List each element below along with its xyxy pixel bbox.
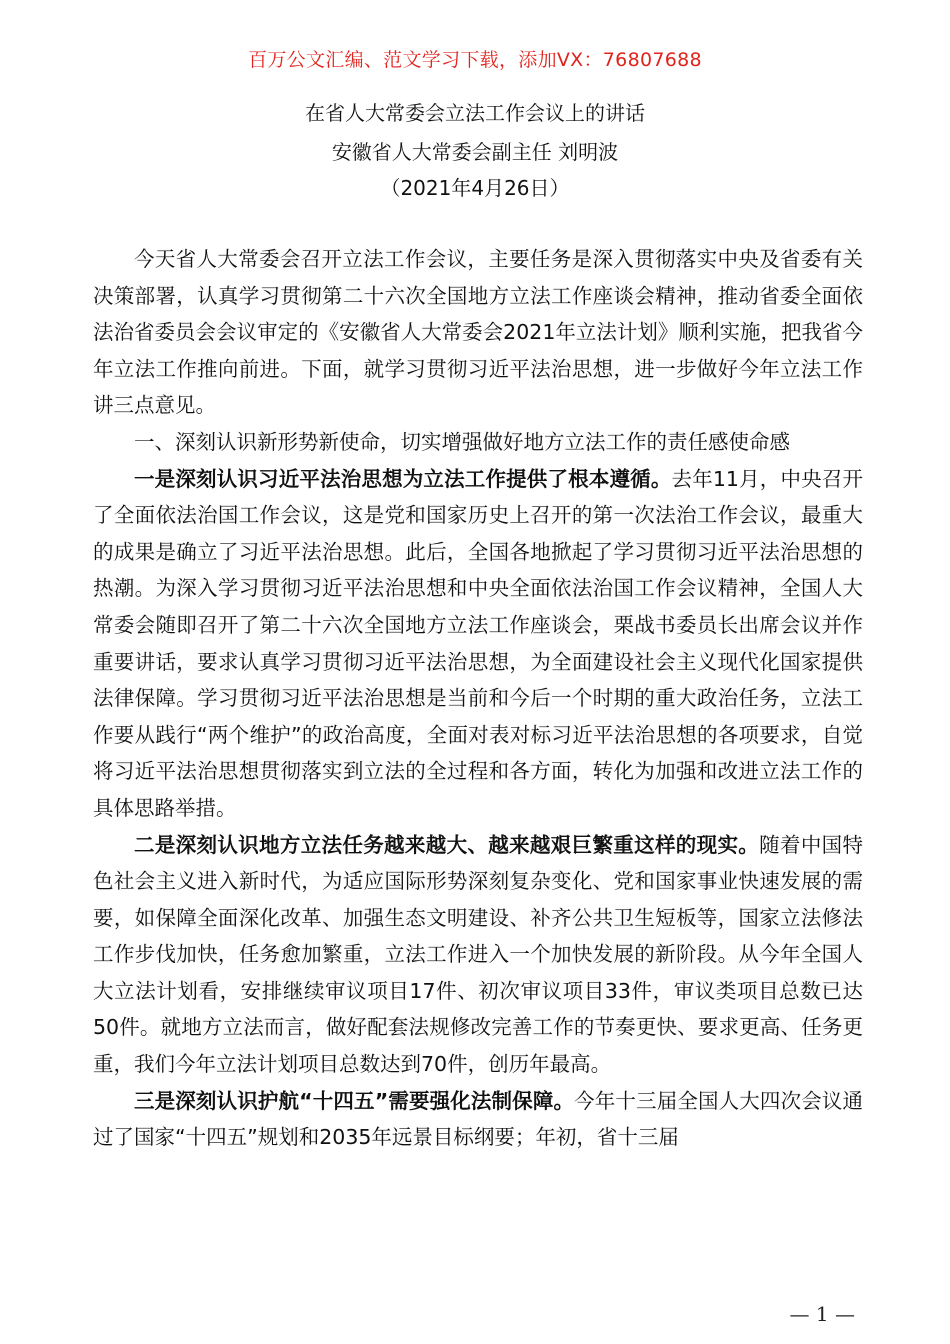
watermark-banner: 百万公文汇编、范文学习下载，添加VX：76807688 bbox=[248, 49, 702, 71]
paragraph-point-1 bbox=[93, 461, 863, 827]
document-author: 安徽省人大常委会副主任 刘明波 bbox=[331, 140, 619, 164]
document-date: （2021年4月26日） bbox=[380, 176, 570, 200]
paragraph-intro: 今天省人大常委会召开立法工作会议，主要任务是深入贯彻落实中央及省委有关决策部署，认真学习贯彻第二十六次全国地方立法工作座谈会精神，推动省委全面依法治省委员会会议审定的《安徽省人大常委会2021年立法计划》顺利实施，把我省今年立法工作推向前进。下面，就学习贯彻习近平法治思想，进一步做好今年立法工作讲三点意见。 bbox=[93, 247, 863, 418]
paragraph-point-3 bbox=[93, 1083, 863, 1156]
document-title: 在省人大常委会立法工作会议上的讲话 bbox=[305, 101, 645, 125]
point-3-text: 今年十三届全国人大四次会议通过了国家“十四五”规划和2035年远景目标纲要；年初，省十三届 bbox=[93, 1088, 863, 1150]
point-2-text: 随着中国特色社会主义进入新时代，为适应国际形势深刻复杂变化、党和国家事业快速发展的需要，如保障全面深化改革、加强生态文明建设、补齐公共卫生短板等，国家立法修法工作步伐加快，任务愈加繁重，立法工作进入一个加快发展的新阶段。从今年全国人大立法计划看，安排继续审议项目17件、初次审议项目33件，审议类项目总数已达50件。就地方立法而言，做好配套法规修改完善工作的节奏更快、要求更高、任务更重，我们今年立法计划项目总数达到70件，创历年最高。 bbox=[93, 832, 864, 1077]
page-number: — 1 — bbox=[789, 1302, 855, 1326]
document-body bbox=[93, 241, 863, 1156]
paragraph-point-2 bbox=[93, 827, 863, 1083]
point-1-lead: 一是深刻认识习近平法治思想为立法工作提供了根本遵循。 bbox=[134, 466, 672, 491]
point-2-lead: 二是深刻认识地方立法任务越来越大、越来越艰巨繁重这样的现实。 bbox=[134, 832, 760, 857]
point-3-lead: 三是深刻认识护航“十四五”需要强化法制保障。 bbox=[134, 1088, 575, 1113]
section-heading-1: 一、深刻认识新形势新使命，切实增强做好地方立法工作的责任感使命感 bbox=[134, 429, 790, 454]
point-1-text: 去年11月，中央召开了全面依法治国工作会议，这是党和国家历史上召开的第一次法治工作会议，最重大的成果是确立了习近平法治思想。此后，全国各地掀起了学习贯彻习近平法治思想的热潮。为深入学习贯彻习近平法治思想和中央全面依法治国工作会议精神，全国人大常委会随即召开了第二十六次全国地方立法工作座谈会，栗战书委员长出席会议并作重要讲话，要求认真学习贯彻习近平法治思想，为全面建设社会主义现代化国家提供法律保障。学习贯彻习近平法治思想是当前和今后一个时期的重大政治任务，立法工作要从践行“两个维护”的政治高度，全面对表对标习近平法治思想的各项要求，自觉将习近平法治思想贯彻落实到立法的全过程和各方面，转化为加强和改进立法工作的具体思路举措。 bbox=[93, 466, 863, 820]
